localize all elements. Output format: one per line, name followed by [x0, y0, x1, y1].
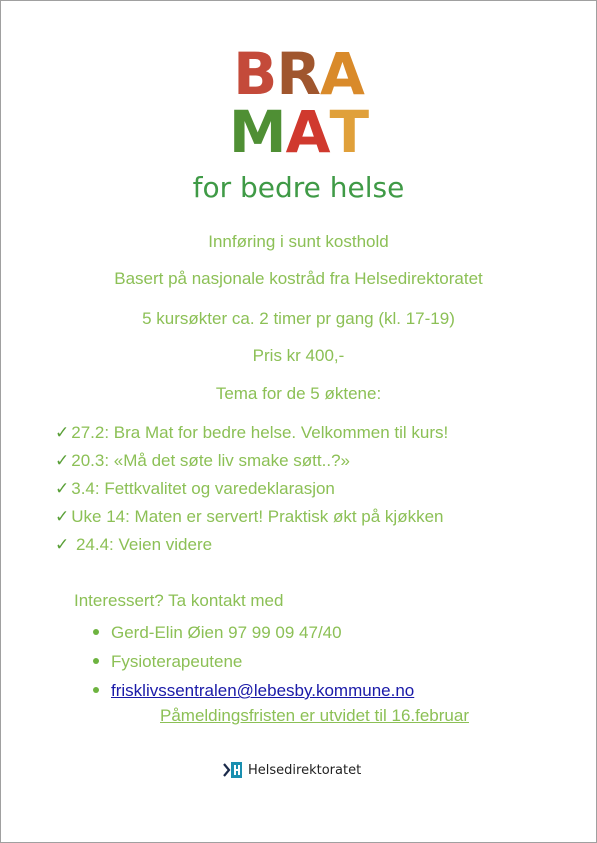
deadline-link[interactable]: Påmeldingsfristen er utvidet til 16.februar	[160, 706, 469, 725]
helsedirektoratet-logo	[223, 761, 361, 779]
theme-text: 3.4: Fettkvalitet og varedeklarasjon	[71, 479, 335, 498]
email-link[interactable]: frisklivssentralen@lebesby.kommune.no	[111, 681, 415, 700]
checkmark-icon: ✓	[55, 423, 70, 442]
tagline: for bedre helse	[192, 171, 405, 204]
helsedirektoratet-text: Helsedirektoratet	[248, 762, 362, 778]
contact-person: Gerd-Elin Øien 97 99 09 47/40	[111, 623, 342, 642]
bullet-icon	[93, 687, 99, 693]
list-item	[55, 531, 448, 559]
theme-text: 24.4: Veien videre	[71, 535, 213, 554]
list-item	[55, 475, 448, 503]
contact-list	[93, 618, 414, 705]
contact-heading: Interessert? Ta kontakt med	[74, 591, 284, 610]
logo-letter: A	[285, 98, 330, 166]
list-item	[55, 419, 448, 447]
logo-line-mat	[1, 98, 596, 166]
logo-letter: M	[228, 98, 286, 166]
helsedirektoratet-icon	[223, 761, 243, 779]
themes-list	[55, 419, 448, 559]
bra-mat-logo	[1, 40, 596, 166]
checkmark-icon: ✓	[55, 507, 70, 526]
themes-heading: Tema for de 5 øktene:	[215, 384, 382, 403]
bullet-icon	[93, 629, 99, 635]
theme-text: 27.2: Bra Mat for bedre helse. Velkommen til kurs!	[71, 423, 449, 442]
logo-letter: B	[233, 40, 277, 108]
logo-letter: R	[276, 40, 320, 108]
logo-letter: T	[329, 98, 369, 166]
list-item	[55, 447, 448, 475]
sessions-text: 5 kursøkter ca. 2 timer pr gang (kl. 17-19)	[142, 309, 455, 328]
checkmark-icon: ✓	[55, 451, 70, 470]
intro-text: Innføring i sunt kosthold	[208, 232, 389, 251]
basis-text: Basert på nasjonale kostråd fra Helsedirektoratet	[114, 269, 483, 288]
logo-letter: A	[320, 40, 364, 108]
list-item	[93, 618, 414, 647]
list-item	[55, 503, 448, 531]
theme-text: 20.3: «Må det søte liv smake søtt..?»	[71, 451, 350, 470]
contact-group: Fysioterapeutene	[111, 652, 243, 671]
list-item	[93, 676, 414, 705]
theme-text: Uke 14: Maten er servert! Praktisk økt på kjøkken	[71, 507, 444, 526]
bullet-icon	[93, 658, 99, 664]
price-text: Pris kr 400,-	[252, 346, 345, 365]
list-item	[93, 647, 414, 676]
checkmark-icon: ✓	[55, 479, 70, 498]
logo-line-bra	[1, 40, 596, 108]
checkmark-icon: ✓	[55, 535, 70, 554]
